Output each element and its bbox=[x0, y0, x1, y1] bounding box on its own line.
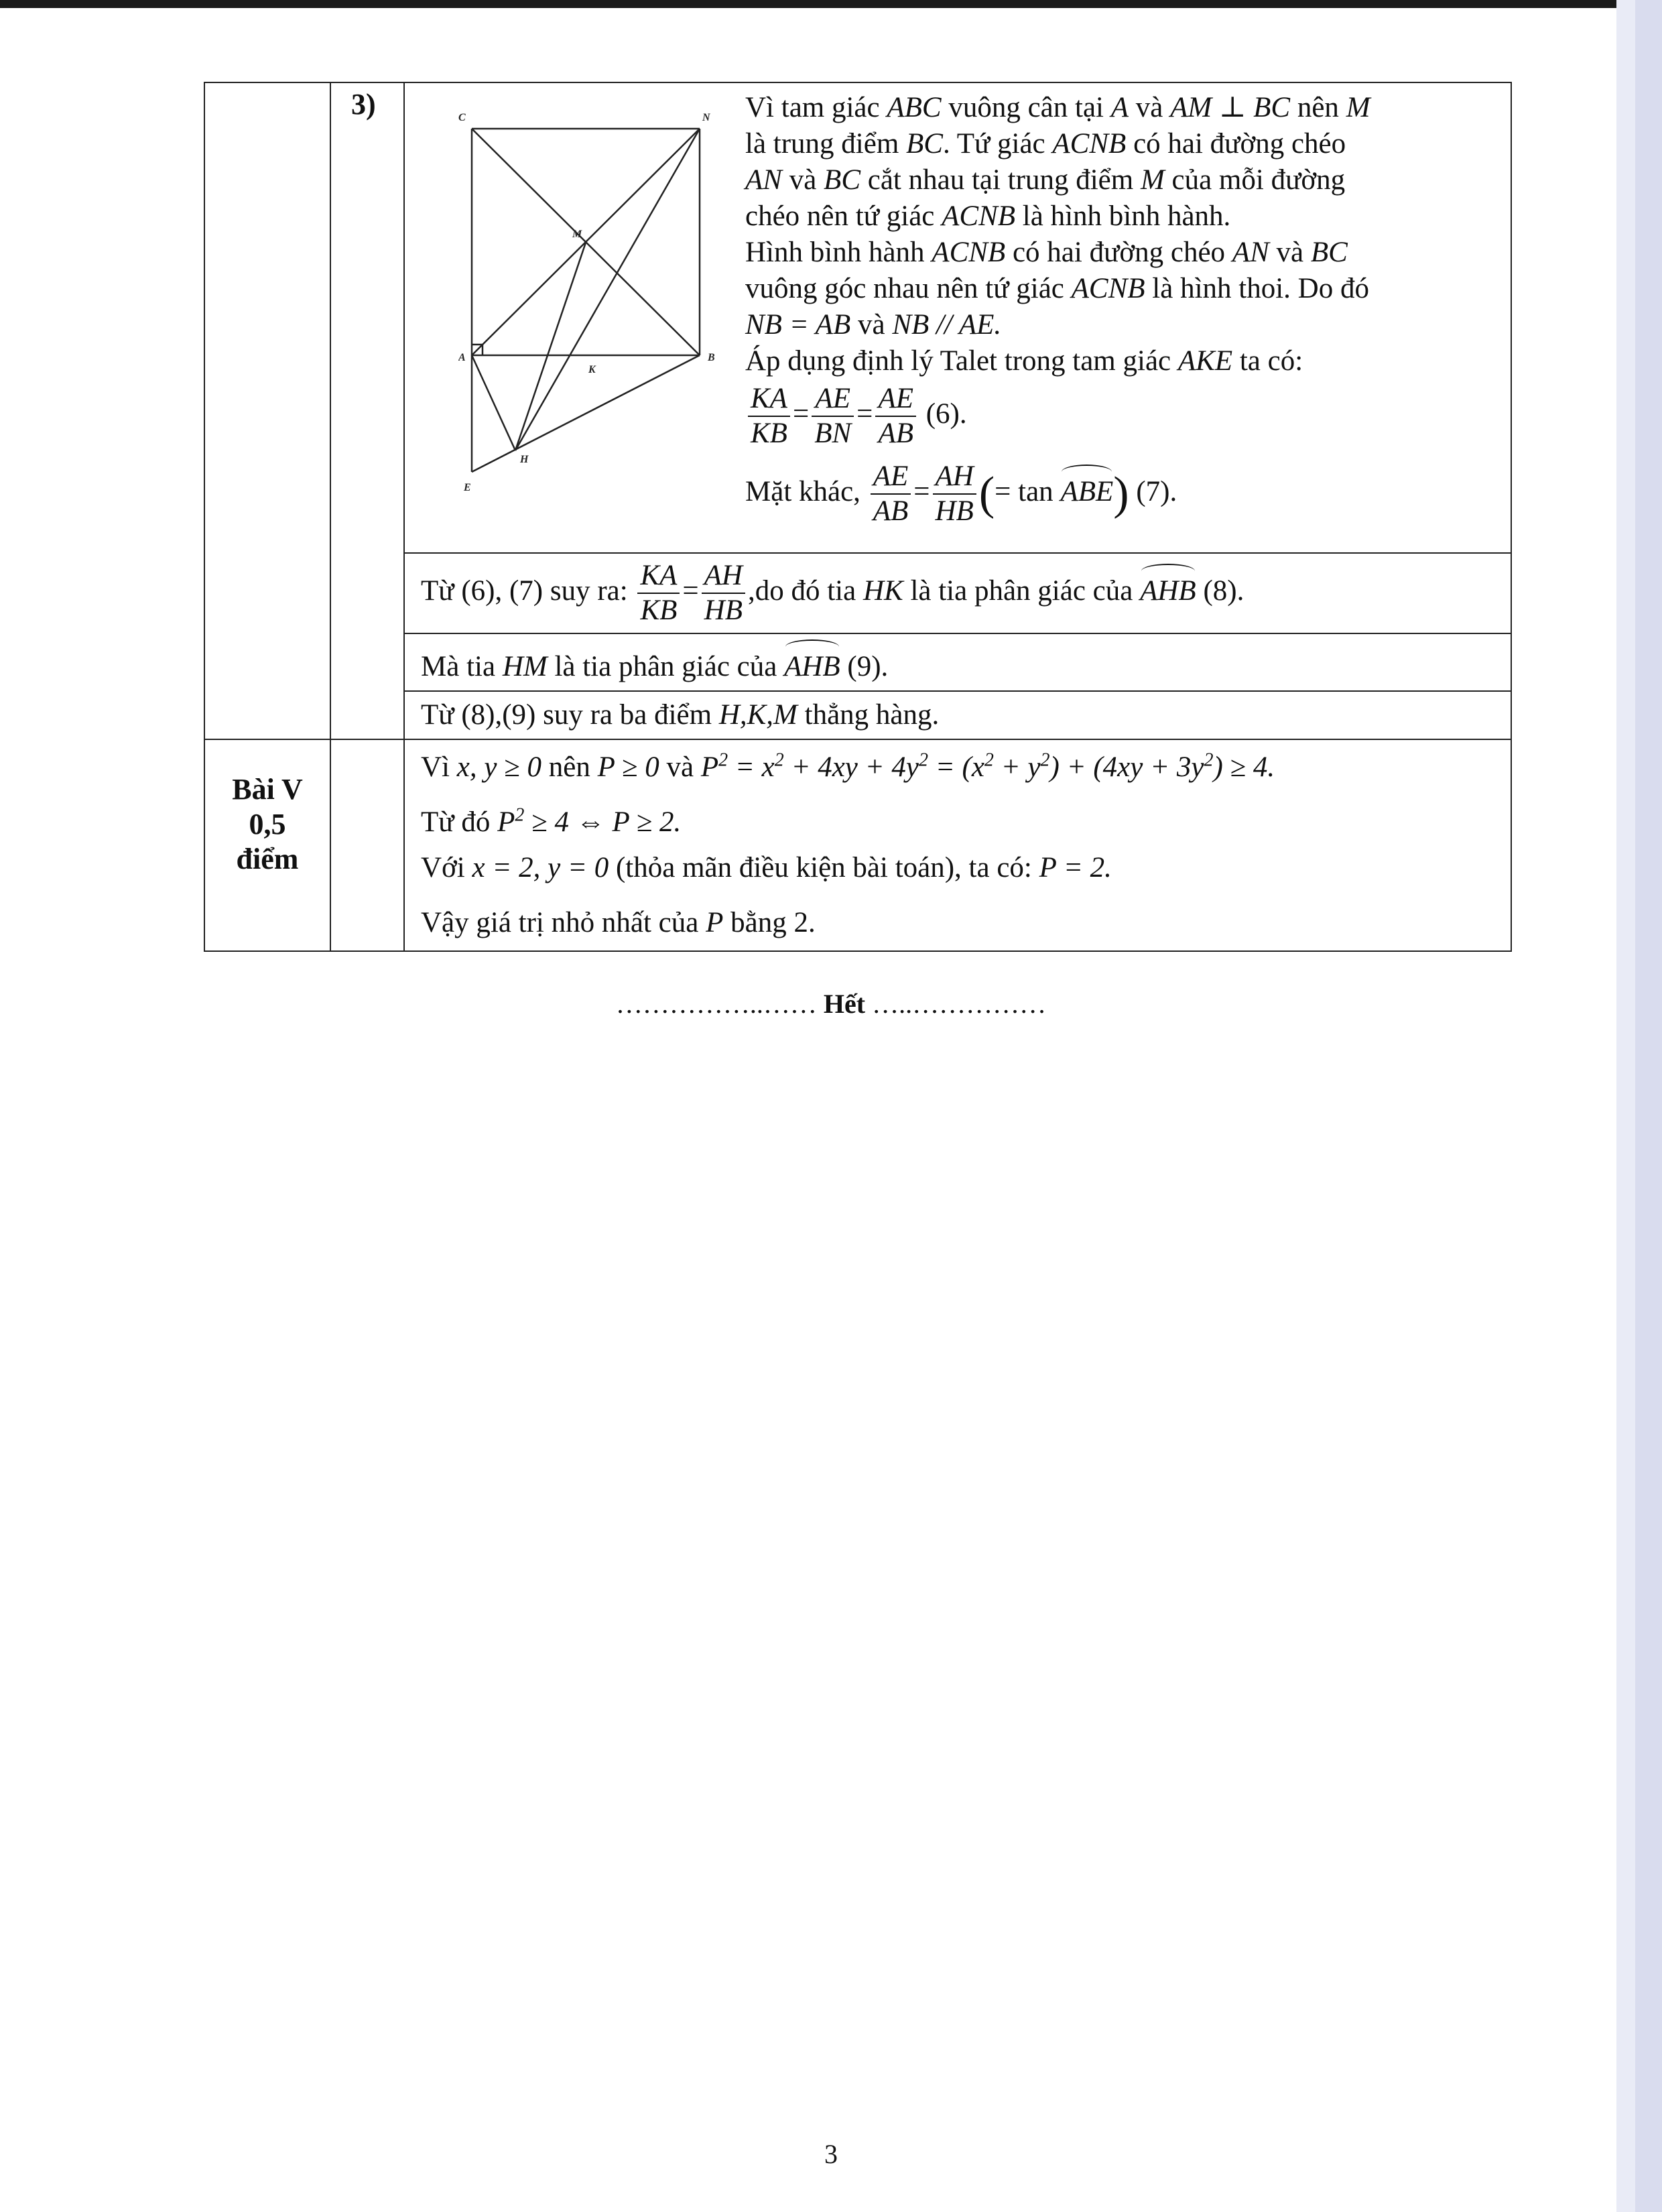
fraction: $\frac{AE}{AB}$ bbox=[871, 460, 911, 528]
fraction: $\frac{AH}{HB}$ bbox=[702, 559, 745, 627]
fig-label-b: B bbox=[708, 352, 715, 363]
fig-label-n: N bbox=[702, 112, 710, 123]
scan-right-edge bbox=[1635, 0, 1662, 2212]
bai5-content bbox=[404, 739, 1511, 951]
bai5-line-4: Vậy giá trị nhỏ nhất của P bằng 2. bbox=[421, 907, 816, 938]
text-line: chéo nên tứ giác ACNB là hình bình hành. bbox=[745, 200, 1231, 232]
statement-9: Mà tia HM là tia phân giác của AHB (9). bbox=[404, 633, 1511, 691]
bai5-points-unit: điểm bbox=[236, 843, 299, 875]
fraction: $\frac{AE}{AB}$ bbox=[875, 382, 916, 450]
bai5-title: Bài V bbox=[232, 773, 303, 806]
fig-label-m: M bbox=[572, 229, 582, 240]
text-line: là trung điểm BC. Tứ giác ACNB có hai đường chéo bbox=[745, 128, 1346, 160]
scan-top-edge bbox=[0, 0, 1662, 8]
bai5-line-3: Với x = 2, y = 0 (thỏa mãn điều kiện bài toán), ta có: P = 2. bbox=[421, 852, 1112, 883]
fraction: $\frac{KA}{KB}$ bbox=[748, 382, 790, 450]
fig-label-e: E bbox=[464, 482, 471, 493]
fig-label-h: H bbox=[520, 454, 529, 465]
text-line: Áp dụng định lý Talet trong tam giác AKE ta có: bbox=[745, 345, 1303, 377]
part3-content bbox=[404, 82, 1511, 553]
bai5-points: 0,5 bbox=[249, 808, 286, 841]
bai5-line-1: Vì x, y ≥ 0 nên P ≥ 0 và $P^2 = x^2 + 4xy + 4y^2 = (x^2 + y^2) + (4xy + 3y^2) \ge 4$. bbox=[421, 749, 1275, 783]
text-line: NB = AB và NB // AE. bbox=[745, 309, 1002, 341]
fraction: $\frac{AH}{HB}$ bbox=[933, 460, 976, 528]
end-marker: ……………..…… Hết …..…………… bbox=[615, 989, 1047, 1019]
text-line: Vì tam giác ABC vuông cân tại A và AM ⊥ BC nên M bbox=[745, 92, 1370, 123]
fraction: $\frac{KA}{KB}$ bbox=[637, 559, 680, 627]
part3-explanation bbox=[745, 90, 1503, 528]
part3-row bbox=[204, 82, 1511, 553]
text-line: AN và BC cắt nhau tại trung điểm M của mỗi đường bbox=[745, 164, 1346, 196]
bai-cell-empty bbox=[204, 82, 330, 739]
conclusion-8: Từ (6), (7) suy ra: $\frac{KA}{KB}$ = $\frac{AH}{HB}$ ,do đó tia HK là tia phân giác của AHB (8). bbox=[404, 553, 1511, 633]
part-label: 3) bbox=[351, 88, 376, 121]
text-line: vuông góc nhau nên tứ giác ACNB là hình thoi. Do đó bbox=[745, 273, 1369, 304]
fig-label-a: A bbox=[458, 352, 466, 363]
fraction: $\frac{AE}{BN}$ bbox=[812, 382, 854, 450]
equation-6: $\frac{KA}{KB}$ = $\frac{AE}{BN}$ = $\frac{AE}{AB}$ (6). bbox=[745, 382, 1503, 450]
fig-label-k: K bbox=[588, 364, 596, 375]
bai5-line-2: Từ đó $P^2 \ge 4$ ⇔ P ≥ 2. bbox=[421, 804, 682, 838]
statement-collinear: Từ (8),(9) suy ra ba điểm H,K,M thẳng hàng. bbox=[404, 691, 1511, 739]
bai5-part-cell bbox=[330, 739, 404, 951]
fig-label-c: C bbox=[458, 112, 466, 123]
part-cell bbox=[330, 82, 404, 739]
text-line: Hình bình hành ACNB có hai đường chéo AN và BC bbox=[745, 237, 1348, 268]
solution-table bbox=[204, 82, 1512, 952]
bai5-label-cell bbox=[204, 739, 330, 951]
geometry-figure bbox=[458, 95, 740, 511]
equation-7: Mặt khác, $\frac{AE}{AB}$ = $\frac{AH}{HB}$ (= tan ABE) (7). bbox=[745, 460, 1177, 527]
page-number: 3 bbox=[824, 2139, 838, 2169]
bai5-row bbox=[204, 739, 1511, 951]
